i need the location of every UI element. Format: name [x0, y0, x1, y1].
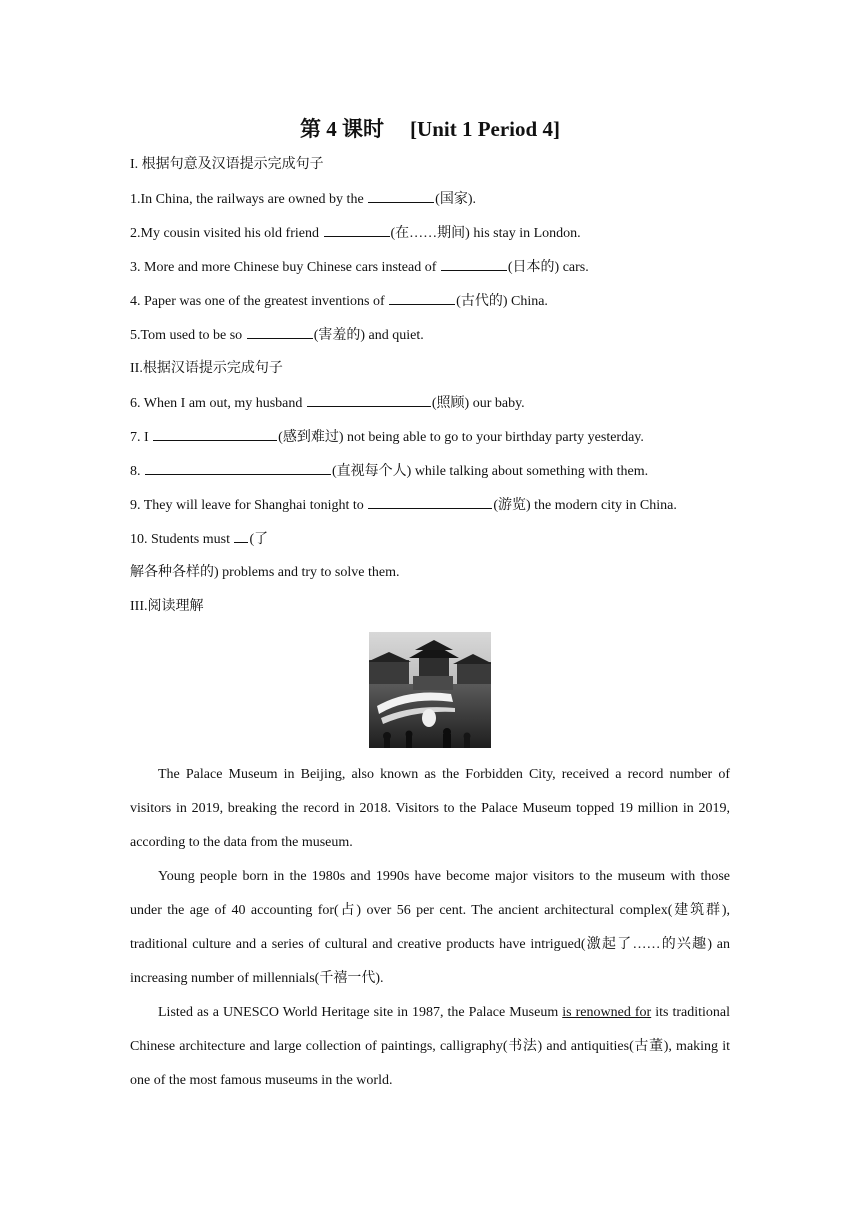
passage-paragraph-2: Young people born in the 1980s and 1990s have become major visitors to the museum with those under the age of 40 accounting for(占) over 56 per cent. The ancient architectural complex(建筑群), traditional culture and a series of cultural and creative products have intrigued(激起了……的兴趣) an increasing number of millennials(千禧一代). — [130, 869, 730, 986]
passage-paragraph-1: The Palace Museum in Beijing, also known as the Forbidden City, received a record number of visitors in 2019, breaking the record in 2018. Visitors to the Palace Museum topped 19 million in 2019, according to the data from the museum. — [130, 767, 730, 850]
question-7: 7. I (感到难过) not being able to go to your birthday party yesterday. — [130, 430, 644, 445]
reading-passage — [130, 758, 730, 1098]
answer-blank[interactable] — [153, 428, 277, 441]
answer-blank[interactable] — [389, 292, 455, 305]
section-2-heading: II.根据汉语提示完成句子 — [130, 361, 283, 376]
forbidden-city-photo — [369, 632, 491, 748]
underlined-phrase: is renowned for — [562, 1005, 652, 1020]
answer-blank[interactable] — [441, 258, 507, 271]
question-5: 5.Tom used to be so (害羞的) and quiet. — [130, 328, 424, 343]
title-unit: [Unit 1 Period 4] — [410, 117, 560, 141]
section-1-heading: I. 根据句意及汉语提示完成句子 — [130, 157, 324, 172]
answer-blank[interactable] — [368, 496, 492, 509]
title-lesson: 第 4 课时 — [300, 117, 385, 141]
answer-blank[interactable] — [234, 530, 248, 543]
answer-blank[interactable] — [368, 190, 434, 203]
question-1: 1.In China, the railways are owned by the (国家). — [130, 192, 476, 207]
answer-blank[interactable] — [324, 224, 390, 237]
question-2: 2.My cousin visited his old friend (在……期间) his stay in London. — [130, 226, 581, 241]
question-3: 3. More and more Chinese buy Chinese cars instead of (日本的) cars. — [130, 260, 589, 275]
question-10: 10. Students must (了 — [130, 532, 269, 547]
question-6: 6. When I am out, my husband (照顾) our baby. — [130, 396, 525, 411]
question-10-continuation: 解各种各样的) problems and try to solve them. — [130, 565, 400, 580]
answer-blank[interactable] — [247, 326, 313, 339]
question-9: 9. They will leave for Shanghai tonight to (游览) the modern city in China. — [130, 498, 677, 513]
answer-blank[interactable] — [145, 462, 331, 475]
passage-paragraph-3: Listed as a UNESCO World Heritage site in 1987, the Palace Museum is renowned for its traditional Chinese architecture and large collection of paintings, calligraphy(书法) and antiquities(古董), making it one of the most famous museums in the world. — [130, 1005, 730, 1088]
question-4: 4. Paper was one of the greatest inventions of (古代的) China. — [130, 294, 548, 309]
question-8: 8. (直视每个人) while talking about something with them. — [130, 464, 649, 479]
section-3-heading: III.阅读理解 — [130, 599, 204, 614]
page-title — [0, 113, 860, 143]
answer-blank[interactable] — [307, 394, 431, 407]
